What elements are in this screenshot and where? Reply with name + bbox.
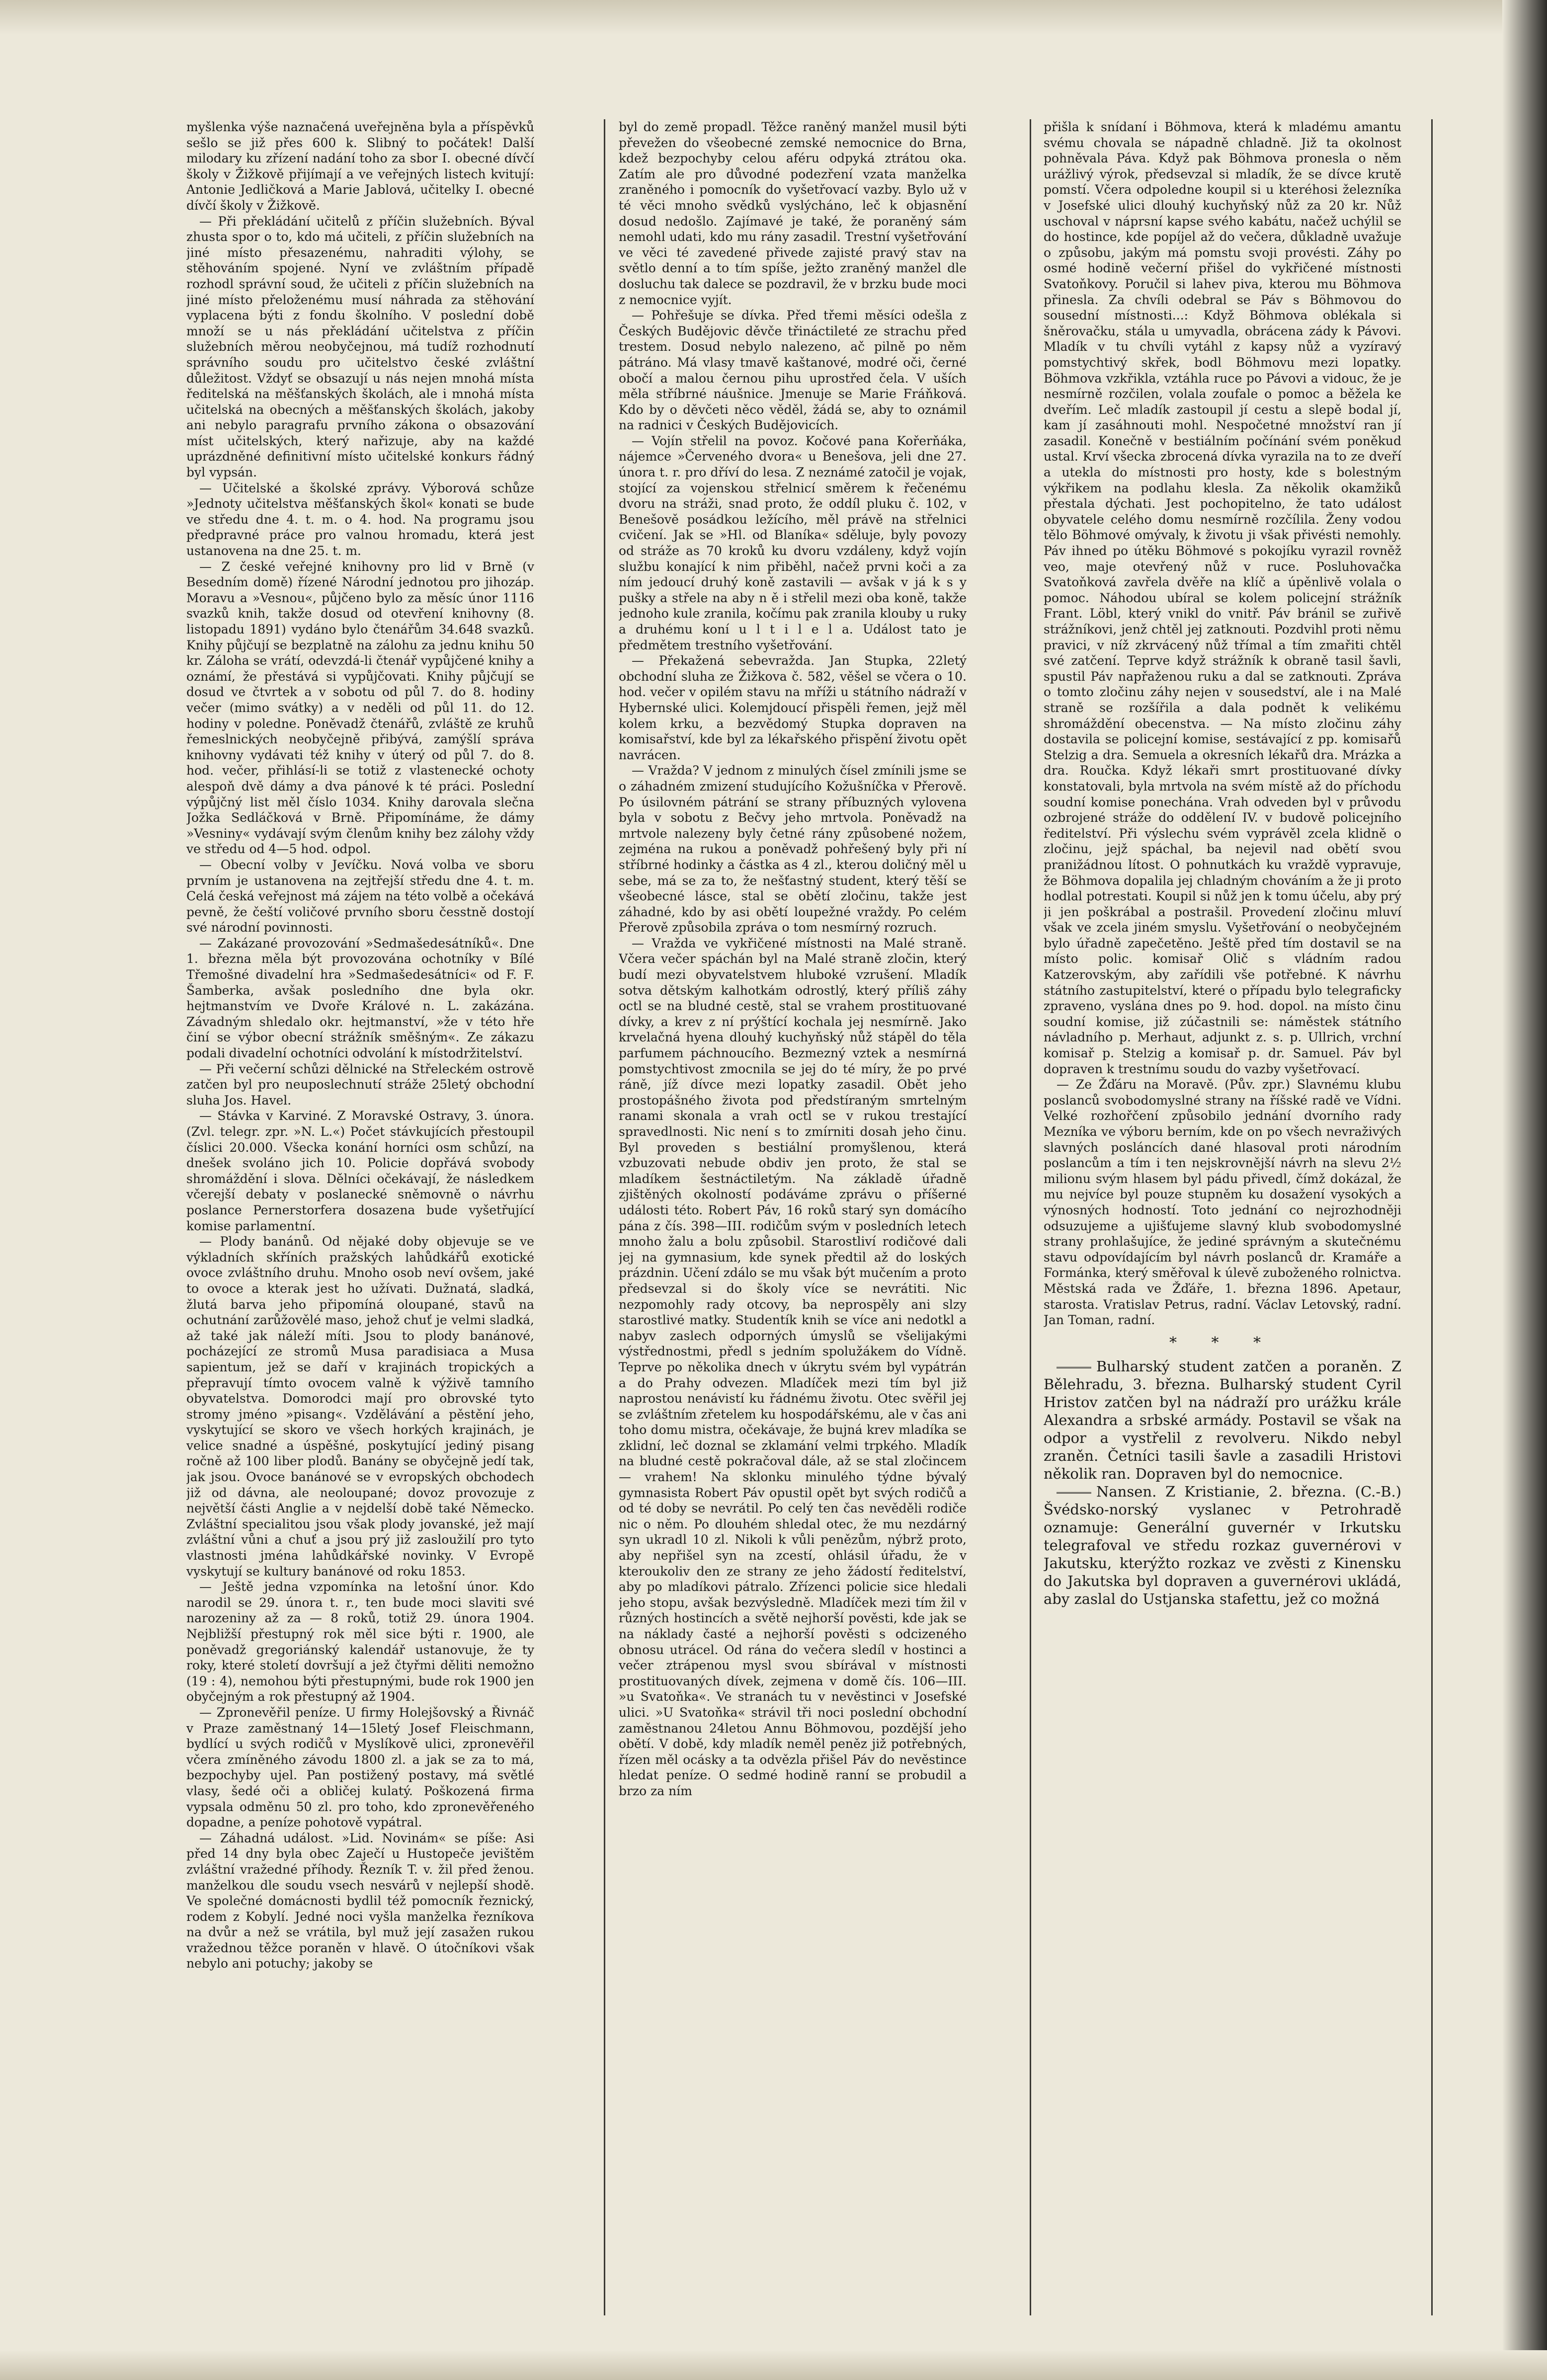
- news-item-nansen: Nansen. Z Kristianie, 2. března. (C.-B.) Švédsko-norský vyslanec v Petrohradě oznamuje: Generální guvernér v Irkutsku telegrafoval ve středu rozkaz guvernérovi v Jakutsku, kterýžto rozkaz ve zvěsti z Kinensku do Jakutska byl dopraven a guvernérovi ukládá, aby zaslal do Ustjanska stafettu, jež co možná: [1044, 1483, 1401, 1608]
- article-paragraph: — Záhadná událost. »Lid. Novinám« se píše: Asi před 14 dny byla obec Zaječí u Hustopeče jevištěm zvláštní vražedné příhody. Řezník T. v. žil před ženou. manželkou dle soudu vsech nesvárů v nejlepší shodě. Ve společné domácnosti bydlil též pomocník řeznický, rodem z Kobylí. Jedné noci vyšla manželka řezníkova na dvůr a než se vrátila, byl muž její zasažen rukou vražednou těžce poraněn v hlavě. O útočníkovi však nebylo ani potuchy; jakoby se: [186, 1830, 534, 1971]
- column-2: [619, 119, 967, 2315]
- article-paragraph: — Zpronevěřil peníze. U firmy Holejšovský a Řivnáč v Praze zaměstnaný 14—15letý Josef Fleischmann, bydlící u svých rodičů v Myslíkově ulici, zpronevěřil včera zmíněného závodu 1800 zl. a jak se za to má, bezpochyby ujel. Pan postižený postavy, má světlé vlasy, šedé oči a obličej kulatý. Poškozená firma vypsala odměnu 50 zl. pro toho, kdo zpronevěřeného dopadne, a peníze pohotově vypátral.: [186, 1705, 534, 1830]
- section-separator-stars: * * *: [1169, 1334, 1276, 1351]
- scan-binding-edge: [1502, 0, 1547, 2380]
- news-item-bulgarian-student: Bulharský student zatčen a poraněn. Z Bělehradu, 3. března. Bulharský student Cyril Hristov zatčen byl na nádraží pro urážku krále Alexandra a srbské armády. Postavil se však na odpor a vystřelil z revolveru. Nikdo nebyl zraněn. Četníci tasili šavle a zasadili Hristovi několik ran. Dopraven byl do nemocnice.: [1044, 1358, 1401, 1483]
- column-rule-2: [1030, 119, 1031, 2315]
- double-dash-rule: [1057, 1367, 1091, 1368]
- article-paragraph: — Obecní volby v Jevíčku. Nová volba ve sboru prvním je ustanovena na zejtřejší středu dne 4. t. m. Celá česká veřejnost má zájem na této volbě a očekává pevně, že čeští voličové prvního sboru česstně dostojí své národní povinnosti.: [186, 857, 534, 935]
- article-paragraph: — Zakázané provozování »Sedmašedesátníků«. Dne 1. března měla být provozována ochotníky v Bílé Třemošné divadelní hra »Sedmašedesátníci« od F. F. Šamberka, avšak posledního dne byla okr. hejtmanstvím ve Dvoře Králové n. L. zakázána. Závadným shledalo okr. hejtmanství, »že v této hře činí se výbor obecní strážník směšným«. Ze zákazu podali divadelní ochotníci odvolání k místodržitelství.: [186, 936, 534, 1061]
- article-paragraph: — Plody banánů. Od nějaké doby objevuje se ve výkladních skříních pražských lahůdkářů exotické ovoce zvláštního druhu. Mnoho osob neví ovšem, jaké to ovoce a kterak jest ho užívati. Dužnatá, sladká, žlutá barva jeho připomíná oloupané, stavů na ochutnání zarůžovělé maso, jehož chuť je velmi sladká, až také jak náleží míti. Jsou to plody banánové, pocházející ze stromů Musa paradisiaca a Musa sapientum, jež se daří v krajinách tropických a přepravují tímto ovocem valně k výživě tamního obyvatelstva. Domorodci mají pro obrovské tyto stromy jméno »pisang«. Vzdělávání a pěstění jeho, vyskytující se skoro ve všech horkých krajinách, je velice snadné a úspěšné, poskytující jediný pisang ročně až 100 liber plodů. Banány se obyčejně jedí tak, jak jsou. Ovoce banánové se v evropských obchodech již od dávna, ale neoloupané; dovoz provozuje z největší části Anglie a v nejdelší době také Německo. Zvláštní specialitou jsou však plody jovanské, jež mají zvláštní vůni a chuť a jsou prý již zasloužilí pro tyto vlastnosti jména lahůdkářské novinky. V Evropě vyskytují se kultury banánové od roku 1853.: [186, 1234, 534, 1579]
- article-paragraph: — Stávka v Karviné. Z Moravské Ostravy, 3. února. (Zvl. telegr. zpr. »N. L.«) Počet stávkujících přestoupil číslici 20.000. Všecka konání horníci osm schůzí, na dnešek svoláno jich 10. Policie dopřává svobody shromáždění i slova. Dělníci očekávají, že následkem včerejší debaty v poslanecké sněmovně o návrhu poslance Pernerstorfera dosazena bude vyšetřující komise parlamentní.: [186, 1109, 534, 1233]
- article-paragraph: byl do země propadl. Těžce raněný manžel musil býti převežen do všeobecné zemské nemocnice do Brna, kdež bezpochyby celou aféru odpyká ztrátou oka. Zatím ale pro důvodné podezření vzata manželka zraněného i pomocník do vyšetřovací vazby. Bylo už v té věci mnoho svědků vyslýcháno, leč k objasnění dosud nedošlo. Zajímavé je také, že poraněný sám nemohl udati, kdo mu rány zasadil. Trestní vyšetřování ve věci té zavedené přivede zajisté pravý stav na světlo denní a to tím spíše, ježto zraněný manžel dle dosluchu tak dalece se pozdravil, že v brzku bude moci z nemocnice vyjít.: [619, 120, 967, 307]
- article-paragraph: — Překažená sebevražda. Jan Stupka, 22letý obchodní sluha ze Žižkova č. 582, věšel se včera o 10. hod. večer v opilém stavu na mříži u státního nádraží v Hybernské ulici. Kolemjdoucí přispěli řemen, jejž měl kolem krku, a bezvědomý Stupka dopraven na komisařství, kde byl za lékařského přispění životu opět navrácen.: [619, 653, 967, 762]
- scan-shadow-bottom: [0, 2350, 1547, 2380]
- article-paragraph: myšlenka výše naznačená uveřejněna byla a příspěvků sešlo se již přes 600 k. Slibný to počátek! Další milodary ku zřízení nadání toho za sbor I. obecné dívčí školy v Žižkově přijímají a ve veřejných listech kvitují: Antonie Jedličková a Marie Jablová, učitelky I. obecné dívčí školy v Žižkově.: [186, 120, 534, 213]
- article-paragraph: — Ze Žďáru na Moravě. (Pův. zpr.) Slavnému klubu poslanců svobodomyslné strany na říšské radě ve Vídni. Velké rozhořčení způsobilo jednání dvorního rady Mezníka ve výboru berním, kde on po všech nevraživých slavných posláncích dané hlasoval proti národním poslancům a tím i ten nejskrovnější návrh na slevu 2½ milionu svým hlasem byl pádu přivedl, čímž dokázal, že mu nejvíce byl pouze stupněm ku dosažení vysokých a výnosných hodností. Toto jednání co nejrozhodněji odsuzujeme a ujišťujeme slavný klub svobodomyslné strany prohlašujíce, že jediné správným a skutečnému stavu odpovídajícím byl návrh poslanců dr. Kramáře a Formánka, který směřoval k úlevě zuboženého rolnictva. Městská rada ve Žďáře, 1. března 1896. Apetaur, starosta. Vratislav Petrus, radní. Václav Letovský, radní. Jan Toman, radní.: [1044, 1077, 1401, 1328]
- column-1: [186, 119, 534, 2315]
- article-paragraph: — Při večerní schůzi dělnické na Střeleckém ostrově zatčen byl pro neuposlechnutí stráže 25letý obchodní sluha Jos. Havel.: [186, 1061, 534, 1108]
- article-paragraph: přišla k snídaní i Böhmova, která k mladému amantu svému chovala se nápadně chladně. Již ta okolnost pohněvala Páva. Když pak Böhmova pronesla o něm urážlivý výrok, předsevzal si mladík, že se dívce krutě pomstí. Včera odpoledne koupil si u kteréhosi železníka v Josefské ulici dlouhý kuchyňský nůž za 20 kr. Nůž uschoval v náprsní kapse svého kabátu, načež uchýlil se do hostince, kde popíjel až do večera, důkladně uvažuje o způsobu, jakým má pomstu svoji provésti. Záhy po osmé hodině večerní přišel do vykřičené místnosti Svatoňkovy. Poručil si lahev piva, kterou mu Böhmova přinesla. Za chvíli odebral se Páv s Böhmovou do sousední místnosti...: Když Böhmova oblékala si šněrovačku, stála u umyvadla, obrácena zády k Pávovi. Mladík v tu chvíli vytáhl z kapsy nůž a vyzíravý pomstychtivý skřek, bodl Böhmovu mezi lopatky. Böhmova vzkřikla, vztáhla ruce po Pávovi a vidouc, že je nesmírně rozčilen, volala zoufale o pomoc a běžela ke dveřím. Leč mladík zastoupil jí cestu a slepě bodal jí, kam jí zasáhnouti mohl. Nespočetné množství ran jí zasadil. Konečně v bestiálním počínání svém poněkud ustal. Krví všecka zbrocená dívka vyrazila na to ze dveří a utekla do místnosti pro hosty, kde s bolestným výkřikem na podlahu klesla. Za několik okamžiků přestala dýchati. Jest pochopitelno, že tato událost obyvatele celého domu nesmírně rozčílila. Ženy vodou tělo Böhmové omývaly, k životu ji však přivésti nemohly. Páv ihned po útěku Böhmové s pokojíku vyrazil rovněž veo, maje otevřený nůž v ruce. Posluhovačka Svatoňková zavřela dvěře na klíč a úpěnlivě volala o pomoc. Náhodou ubíral se kolem policejní strážník Frant. Löbl, který vnikl do vnitř. Páv bránil se zuřivě strážníkovi, jenž chtěl jej zatknouti. Pozdvihl proti němu pravici, v níž zkrvácený nůž třímal a tím zmařiti chtěl své zatčení. Teprve když strážník k obraně tasil šavli, spustil Páv napřaženou ruku a dal se zatknouti. Zpráva o tomto zločinu záhy nejen v sousedství, ale i na Malé straně se rozšířila a dala podnět k velikému shromáždění obecenstva. — Na místo zločinu záhy dostavila se policejní komise, sestávající z pp. komisařů Stelzig a dra. Semuela a okresních lékařů dra. Mrázka a dra. Roučka. Když lékaři smrt prostituované dívky konstatovali, byla mrtvola na svém místě až do příchodu soudní komise ponechána. Vrah odveden byl v průvodu ozbrojené stráže do oddělení IV. v budově policejního ředitelství. Při výslechu svém vyprávěl zcela klidně o zločinu, jejž spáchal, ba nejevil nad obětí svou pranižádnou lítost. O pohnutkách ku vraždě vypravuje, že Böhmova dopalila jej chladným chováním a že ji proto hodlal potrestati. Koupil si nůž jen k tomu účelu, aby prý ji jen poškrábal a postrašil. Provedení zločinu mluví však ve zcela jiném smyslu. Vyšetřování o neobyčejném bylo úřadně zapečetěno. Ještě před tím dostavil se na místo polic. komisař Olič s vládním radou Katzerovským, aby zařídili vše potřebné. K návrhu státního zastupitelství, které o případu bylo telegraficky zpraveno, vyslána dnes po 9. hod. dopol. na místo činu soudní komise, již zúčastnili se: náměstek státního návladního p. Merhaut, adjunkt z. s. p. Ullrich, vrchní komisař p. Stelzig a komisař p. dr. Samuel. Páv byl dopraven k trestnímu soudu do vazby vyšetřovací.: [1044, 120, 1401, 1076]
- article-paragraph: — Pohřešuje se dívka. Před třemi měsíci odešla z Českých Budějovic děvče třináctileté ze strachu před trestem. Dosud nebylo nalezeno, ač pilně po něm pátráno. Má vlasy tmavě kaštanové, modré oči, černé obočí a malou černou pihu uprostřed čela. V uších měla stříbrné náušnice. Jmenuje se Marie Fráňková. Kdo by o děvčeti něco věděl, žádá se, aby to oznámil na radnici v Českých Budějovicích.: [619, 308, 967, 433]
- article-paragraph: — Ještě jedna vzpomínka na letošní únor. Kdo narodil se 29. února t. r., ten bude moci slaviti své narozeniny až za — 8 roků, totiž 29. února 1904. Nejbližší přestupný rok měl sice býti r. 1900, ale poněvadž gregoriánský kalendář ustanovuje, že ty roky, které století dovršují a jež čtyřmi děliti nemožno (19 : 4), nemohou býti přestupnými, bude rok 1900 jen obyčejným a rok přestupný až 1904.: [186, 1580, 534, 1704]
- column-3: [1044, 119, 1401, 2315]
- double-dash-rule: [1057, 1492, 1091, 1494]
- article-paragraph: — Při překládání učitelů z příčin služebních. Býval zhusta spor o to, kdo má učiteli, z příčin služebních na jiné místo přesazenému, nahraditi výlohy, se stěhováním spojené. Nyní ve zvláštním případě rozhodl správní soud, že učiteli z příčin služebních na jiné místo přeloženému musí náhrada za stěhování vyplacena býti z fondu školního. V poslední době množí se u nás překládání učitelstva z příčin služebních měrou neobyčejnou, má tudíž rozhodnutí správního soudu pro učitelstvo české zvláštní důležitost. Vždyť se obsazují u nás nejen mnohá místa ředitelská na měšťanských školách, ale i mnohá místa učitelská na obecných a měšťanských školách, jakoby ani nebylo paragrafu prvního zákona o obsazování míst učitelských, který nařizuje, aby na každé uprázdněné definitivní místo učitelské konkurs řádný byl vypsán.: [186, 214, 534, 480]
- scan-shadow-top: [0, 0, 1547, 35]
- article-paragraph: — Z české veřejné knihovny pro lid v Brně (v Besedním domě) řízené Národní jednotou pro jihozáp. Moravu a »Vesnou«, půjčeno bylo za měsíc únor 1116 svazků knih, takže dosud od otevření knihovny (8. listopadu 1891) vydáno bylo čtenářům 34.648 svazků. Knihy půjčují se bezplatně na zálohu za jednu knihu 50 kr. Záloha se vrátí, odevzdá-li čtenář vypůjčené knihy a oznámí, že přestává si vypůjčovati. Knihy půjčují se dosud ve čtvrtek a v sobotu od půl 7. do 8. hodiny večer (mimo svátky) a v neděli od půl 11. do 12. hodiny v poledne. Poněvadž čtenářů, zvláště ze kruhů řemeslnických neobyčejně přibývá, zamýšlí správa knihovny vydávati též knihy v úterý od půl 7. do 8. hod. večer, přihlásí-li se totiž z vlastenecké ochoty alespoň dvě dámy a dva pánové k té práci. Poslední výpůjčný list měl číslo 1034. Knihy darovala slečna Jožka Sedláčková v Brně. Připomínáme, že dámy »Vesniny« vydávají svým členům knihy bez zálohy vždy ve středu od 4—5 hod. odpol.: [186, 559, 534, 857]
- article-paragraph: — Vojín střelil na povoz. Kočové pana Kořerňáka, nájemce »Červeného dvora« u Benešova, jeli dne 27. února t. r. pro dříví do lesa. Z neznámé zatočil je vojak, stojící za vojenskou střelnicí směrem k řečenému dvoru na stráži, snad proto, že oddíl pluku č. 102, v Benešově posádkou ležícího, měl právě na střelnici cvičení. Jak se »Hl. od Blaníka« sděluje, byly povozy od stráže as 70 kroků ku dvoru vzdáleny, když vojín službu konající k nim přiběhl, načež prvni koči a za ním jedoucí druhý koně zastavili — avšak v já k s y pušky a střele na aby n ě i střelil mezi oba koně, takže jednoho kule zranila, kočímu pak zranila klouby u ruky a druhému koní u l t i l e l a. Událost tato je předmětem trestního vyšetřování.: [619, 433, 967, 652]
- article-paragraph: — Učitelské a školské zprávy. Výborová schůze »Jednoty učitelstva měšťanských škol« konati se bude ve středu dne 4. t. m. o 4. hod. Na programu jsou předpravné práce pro valnou hromadu, která jest ustanovena na dne 25. t. m.: [186, 480, 534, 558]
- article-paragraph: — Vražda? V jednom z minulých čísel zmínili jsme se o záhadném zmizení studujícího Kožušníčka v Přerově. Po úsilovném pátrání se strany příbuzných vylovena byla v sobotu z Bečvy jeho mrtvola. Poněvadž na mrtvole nalezeny byly četné rány způsobené nožem, zejména na rukou a poněvadž pohřešený byly při ní stříbrné hodinky a částka as 4 zl., kterou doličný měl u sebe, má se za to, že nešťastný student, který těší se všeobecné lásce, stal se obětí zločinu, takže jest záhadné, kdo by asi obětí loupežné vraždy. Po celém Přerově způsobila zpráva o tom nesmírný rozruch.: [619, 763, 967, 935]
- column-rule-1: [604, 119, 605, 2315]
- column-rule-3: [1431, 119, 1433, 2315]
- article-paragraph: — Vražda ve vykřičené místnosti na Malé straně. Včera večer spáchán byl na Malé straně zločin, který budí mezi obyvatelstvem hluboké vzrušení. Mladík sotva dětským kalhotkám odrostlý, který příliš záhy octl se na bludné cestě, stal se vrahem prostituované dívky, a krev z ní prýštící kochala jej nesmírně. Jako krvelačná hyena dlouhý kuchyňský nůž stápěl do těla parfumem páchnoucího. Bezmezný vztek a nesmírná pomstychtivost zmocnila se jej do té míry, že po prvé ráně, jíž dívce mezi lopatky zasadil. Obět jeho prostopášného života pod předstíraným smrtelným ranami skonala a vrah octl se v rukou trestající spravedlnosti. Nic není s to zmírniti dosah jeho činu. Byl proveden s bestiální promyšlenou, která vzbuzovati nebude obdiv jen proto, že stal se mladíkem šestnáctiletým. Na základě úřadně zjištěných okolností podáváme zprávu o příšerné události této. Robert Páv, 16 roků starý syn domácího pána z čís. 398—III. rodičům svým v posledních letech mnoho žalu a bolu způsobil. Starostliví rodičové dali jej na gymnasium, kde synek předtil až do loských prázdnin. Učení zdálo se mu však být mučením a proto předsevzal si do školy více se nevrátiti. Nic nezpomohly rady otcovy, ba neprospěly ani slzy starostlivé matky. Studentík knih se více ani nedotkl a nabyv zaslech odporných úmyslů se všelijakými výstřednostmi, předl s jedním spolužákem do Vídně. Teprve po několika dnech v úkrytu svém byl vypátrán a do Prahy odvezen. Mladíček mezi tím byl již naprostou nenávistí ku řádnému životu. Otec svěřil jej se zvláštním zřetelem ku hospodářskému, ale v čas ani toho domu mistra, očekávaje, že bujná krev mladíka se zklidní, leč doznal se zklamání velmi trpkého. Mladík na bludné cestě pokračoval dále, až se stal zločincem — vrahem! Na sklonku minulého týdne bývalý gymnasista Robert Páv opustil opět byt svých rodičů a od té doby se nevrátil. Po celý ten čas nevěděli rodiče nic o něm. Po dlouhém shledal otec, že mu nezdárný syn ukradl 10 zl. Nikoli k vůli penězům, nýbrž proto, aby nepřišel syn na zcestí, ohlásil úřadu, že v kteroukoliv den ze strany ze jeho žádostí ředitelství, aby po mladíkovi pátralo. Zřízenci policie sice hledali jeho stopu, avšak bezvýsledně. Mladíček mezi tím žil v různých hostincích a světě nejhorší pověsti, kde jak se na náklady časté a nejhorší pověsti s odcizeného obnosu utrácel. Od rána do večera sledíl v hostinci a večer ztrápenou mysl svou sbírával v místnosti prostituovaných dívek, zejmena v domě čís. 106—III. »u Svatoňka«. Ve stranách tu v nevěstinci v Josefské ulici. »U Svatoňka« strávil tři noci poslední obchodní zaměstnanou 24letou Annu Böhmovou, pozdější jeho obětí. V době, kdy mladík neměl peněz již potřebných, řízen měl ocásky a ta odvězla přišel Páv do nevěstince hledat peníze. O sedmé hodině ranní se probudil a brzo za ním: [619, 936, 967, 1798]
